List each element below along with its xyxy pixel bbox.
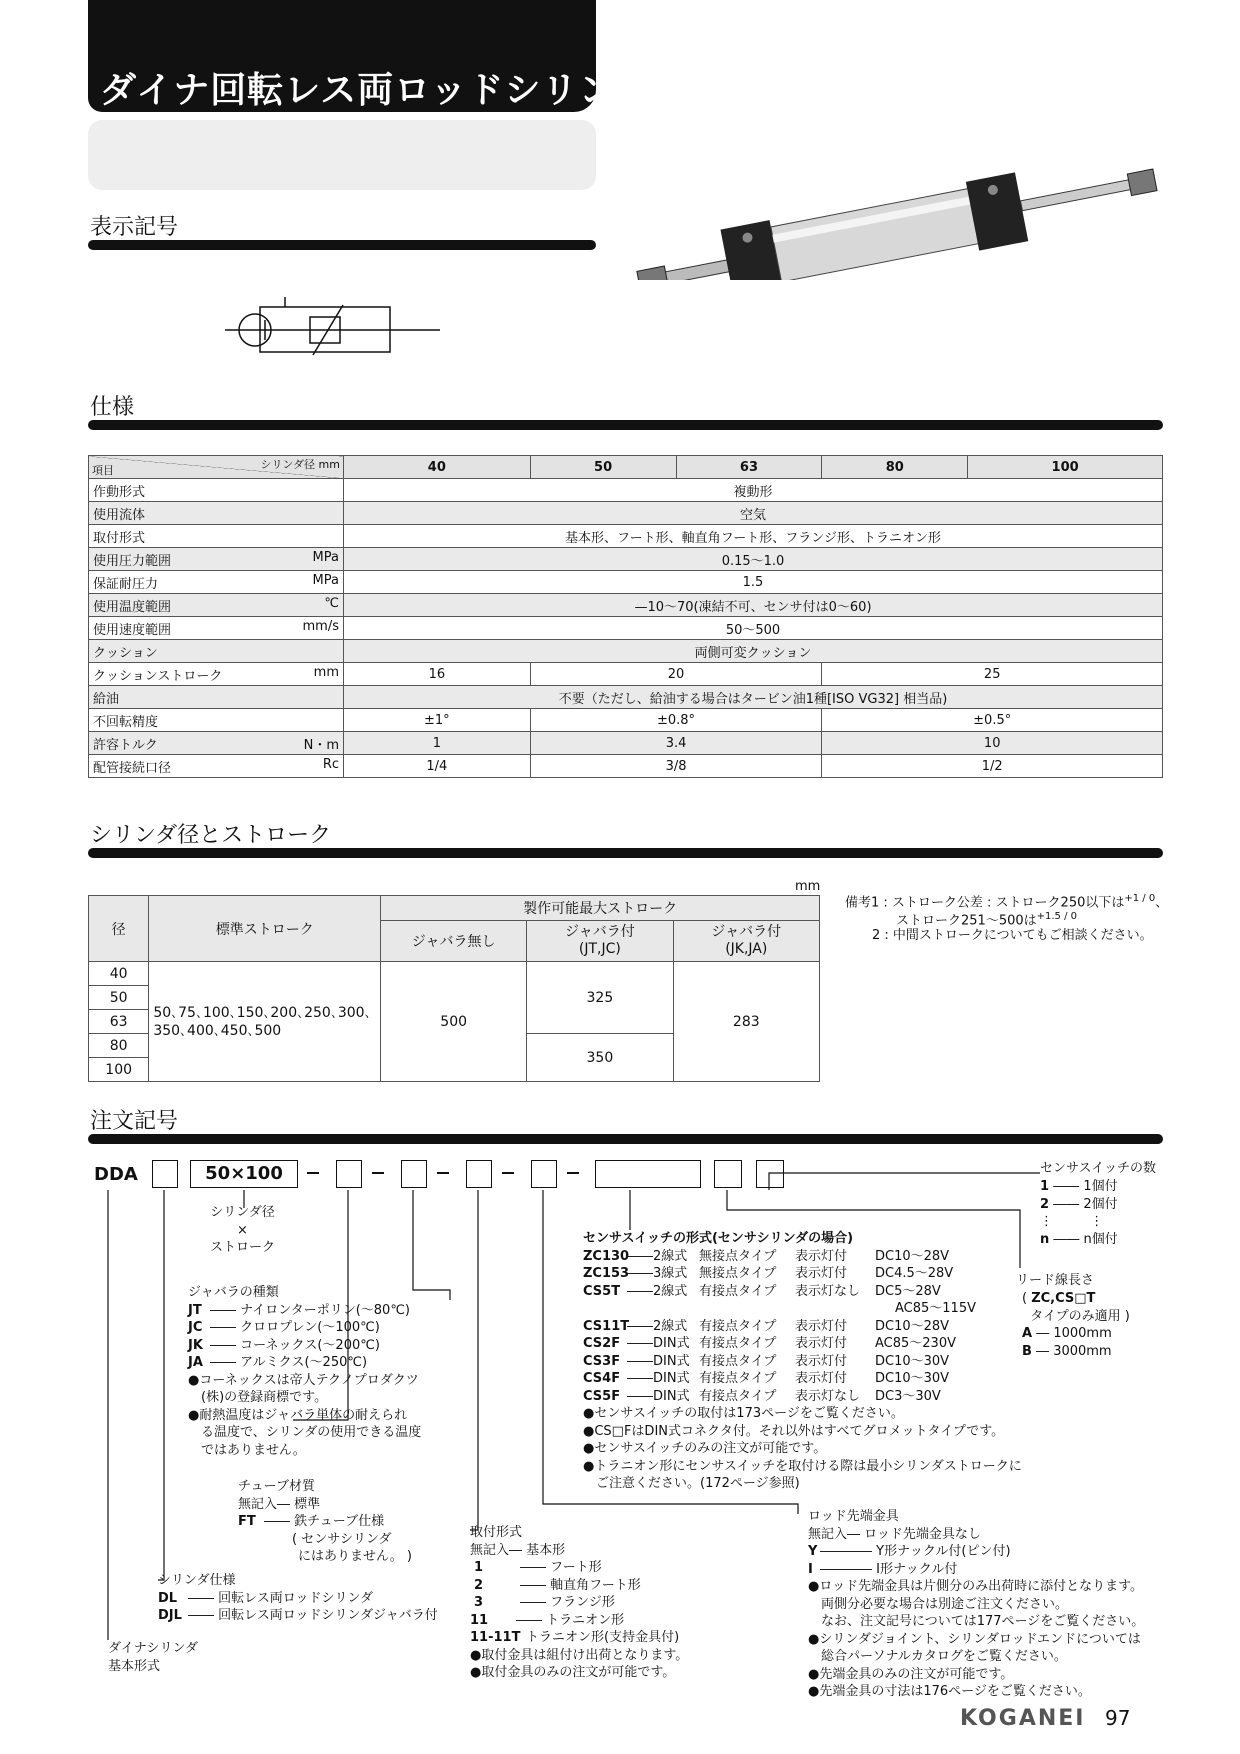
table-row: 50 — [89, 986, 820, 1010]
col-no-bellows: ジャバラ無し — [381, 921, 527, 962]
section-stroke-title: シリンダ径とストローク — [90, 823, 332, 848]
sensor-count-title: センサスイッチの数 — [1040, 1161, 1156, 1176]
code-box-size: 50×100 — [190, 1160, 298, 1188]
spec-row: 使用流体 空気 — [89, 502, 1163, 525]
spec-row: 作動形式 複動形 — [89, 479, 1163, 502]
section-spec-title: 仕様 — [90, 395, 135, 420]
spec-header-cell: 項目 シリンダ径 mm — [89, 456, 344, 479]
cylinder-spec-block: シリンダ仕様 DL ―― 回転レス両ロッドシリンダ DJL ―― 回転レス両ロッドシリンダジャバラ付 — [158, 1573, 438, 1623]
table-row: 80 350 — [89, 1034, 820, 1058]
tube-block: チューブ材質 無記入― 標準 FT ―― 鉄チューブ仕様 ( センサシリンダ にはありません。 ) — [238, 1479, 412, 1564]
list-item: CS5T ――2線式 有接点タイプ 表示灯なし DC5～28V — [583, 1283, 941, 1299]
unit-label: mm — [795, 879, 821, 894]
section-symbol-title: 表示記号 — [90, 215, 179, 240]
col-jk: ジャバラ付 (JK,JA) — [673, 921, 819, 962]
bore-header: 80 — [822, 456, 968, 479]
spec-row: クッション 両側可変クッション — [89, 640, 1163, 663]
col-max: 製作可能最大ストローク — [381, 896, 820, 921]
list-item: CS4F ――DIN式 有接点タイプ 表示灯付 DC10～30V — [583, 1371, 950, 1386]
list-item: ZC130――2線式 無接点タイプ 表示灯付 DC10～28V — [583, 1248, 950, 1264]
table-row: 40 50､75､100､150､200､250､300､350､400､450､500 500 325 283 — [89, 962, 820, 986]
spec-row: 配管接続口径 Rc 1/4 3/8 1/2 — [89, 755, 1163, 778]
rod-block: ロッド先端金具 無記入― ロッド先端金具なし Y ―――― Y形ナックル付(ピン付) I ―――― I形ナックル付 ●ロッド先端金具は片側分のみ出荷時に添付となります。 両側分必要な場合は別途ご注文ください。 なお、注文記号については177ページをご覧ください。 ●シリンダジョイント、シリンダロッドエンドについては 総合パーソナルカタログをご覧ください。 ●先端金具のみの注文が可能です。 ●先端金具の寸法は176ページをご覧ください。 — [808, 1509, 1145, 1699]
spec-row: 保証耐圧力 MPa 1.5 — [89, 571, 1163, 594]
order-prefix: DDA — [94, 1164, 138, 1185]
page-title: ダイナ回転レス両ロッドシリンダ — [100, 70, 652, 111]
lead-title: リード線長さ — [1016, 1273, 1095, 1288]
spec-row: 取付形式 基本形、フート形、軸直角フート形、フランジ形、トラニオン形 — [89, 525, 1163, 548]
lead-note: ( ZC,CS□T タイプのみ適用 ) A ― 1000mm B ― 3000mm — [1022, 1291, 1130, 1359]
list-item: AC85～115V — [895, 1301, 976, 1316]
spec-row: 給油 不要（ただし、給油する場合はタービン油1種[ISO VG32] 相当品) — [89, 686, 1163, 709]
bore-header: 63 — [676, 456, 822, 479]
page-number: 97 — [1105, 1706, 1131, 1730]
stroke-note-2: 2 : 中間ストロークについてもご相談ください。 — [872, 928, 1153, 943]
spec-row: 使用圧力範囲 MPa 0.15～1.0 — [89, 548, 1163, 571]
spec-row: 使用温度範囲 ℃ —10～70(凍結不可、センサ付は0～60) — [89, 594, 1163, 617]
spec-row: 許容トルク N・m 1 3.4 10 — [89, 732, 1163, 755]
sensor-type-block: センサスイッチの形式(センサシリンダの場合) ZC130――2線式 無接点タイプ 表示灯付 DC10～28V ZC153――3線式 無接点タイプ 表示灯付 DC4.5～28V CS5T ――2線式 有接点タイプ 表示灯なし DC5～28V AC85～115V CS11T――2線式 有接点タイプ 表示灯付 DC10～28V CS2F ――DIN式 有接点タイプ 表示灯付 AC85～230V CS3F ――DIN式 有接点タイプ 表示灯付 DC10～30V CS4F ――DIN式 有接点タイプ 表示灯付 DC10～30V CS5F ――DIN式 有接点タイプ 表示灯なし DC3～30V ●センサスイッチの取付は173ページをご覧ください。 ●CS□FはDIN式コネクタ付。それ以外はすべてグロメットタイプです。 ●センサスイッチのみの注文が可能です。 ●トラニオン形にセンサスイッチを取付ける際は最小シリンダストロークに ご注意ください。(172ページ参照) — [583, 1231, 1022, 1491]
mount-block: 取付形式 無記入― 基本形 1 ―― フート形 2 ―― 軸直角フート形 3 ―― フランジ形 11 ―― トラニオン形 11-11T トラニオン形(支持金具付) ●取付金具は組付け出荷となります。 ●取付金具のみの注文が可能です。 — [470, 1525, 689, 1680]
list-item: CS2F ――DIN式 有接点タイプ 表示灯付 AC85～230V — [583, 1336, 956, 1351]
section-order-title: 注文記号 — [90, 1109, 179, 1134]
list-item: CS5F ――DIN式 有接点タイプ 表示灯なし DC3～30V — [583, 1388, 941, 1404]
bellows-block: ジャバラの種類 JT ―― ナイロンターポリン(～80℃) JC ―― クロロプレン(～100℃) JK ―― コーネックス(～200℃) JA ―― アルミクス(～250℃) ●コーネックスは帝人テクノプロダクツ (株)の登録商標です。 ●耐熱温度はジャバラ単体の耐えられ る温度で、シリンダの使用できる温度 ではありません。 — [188, 1285, 422, 1458]
list-item: CS11T――2線式 有接点タイプ 表示灯付 DC10～28V — [583, 1318, 950, 1334]
table-row: 63 — [89, 1010, 820, 1034]
spec-row: クッションストローク mm 16 20 25 — [89, 663, 1163, 686]
basic-type-block: ダイナシリンダ 基本形式 — [108, 1641, 198, 1674]
stroke-note-1: 備考1 : ストローク公差 : ストローク250以下は$^{+1 / 0}$、 — [845, 893, 1169, 911]
col-bore: 径 — [89, 896, 149, 962]
table-row: 100 — [89, 1058, 820, 1082]
sensor-count-list: 1 ―― 1個付 2 ―― 2個付 ⋮ ⋮ n ―― n個付 — [1040, 1179, 1118, 1247]
spec-row: 使用速度範囲 mm/s 50～500 — [89, 617, 1163, 640]
list-item: ZC153――3線式 無接点タイプ 表示灯付 DC4.5～28V — [583, 1266, 954, 1281]
col-jt: ジャバラ付 (JT,JC) — [527, 921, 673, 962]
list-item: CS3F ――DIN式 有接点タイプ 表示灯付 DC10～30V — [583, 1353, 950, 1369]
bore-header: 50 — [530, 456, 676, 479]
col-std: 標準ストローク — [149, 896, 381, 962]
bore-header: 100 — [968, 456, 1163, 479]
stroke-note-1b: ストローク251～500は$^{+1.5 / 0}$ — [896, 911, 1078, 929]
size-label: シリンダ径 × ストローク — [210, 1205, 276, 1255]
spec-row: 不回転精度 ±1° ±0.8° ±0.5° — [89, 709, 1163, 732]
brand-logo: KOGANEI — [960, 1706, 1086, 1731]
bore-header: 40 — [344, 456, 531, 479]
